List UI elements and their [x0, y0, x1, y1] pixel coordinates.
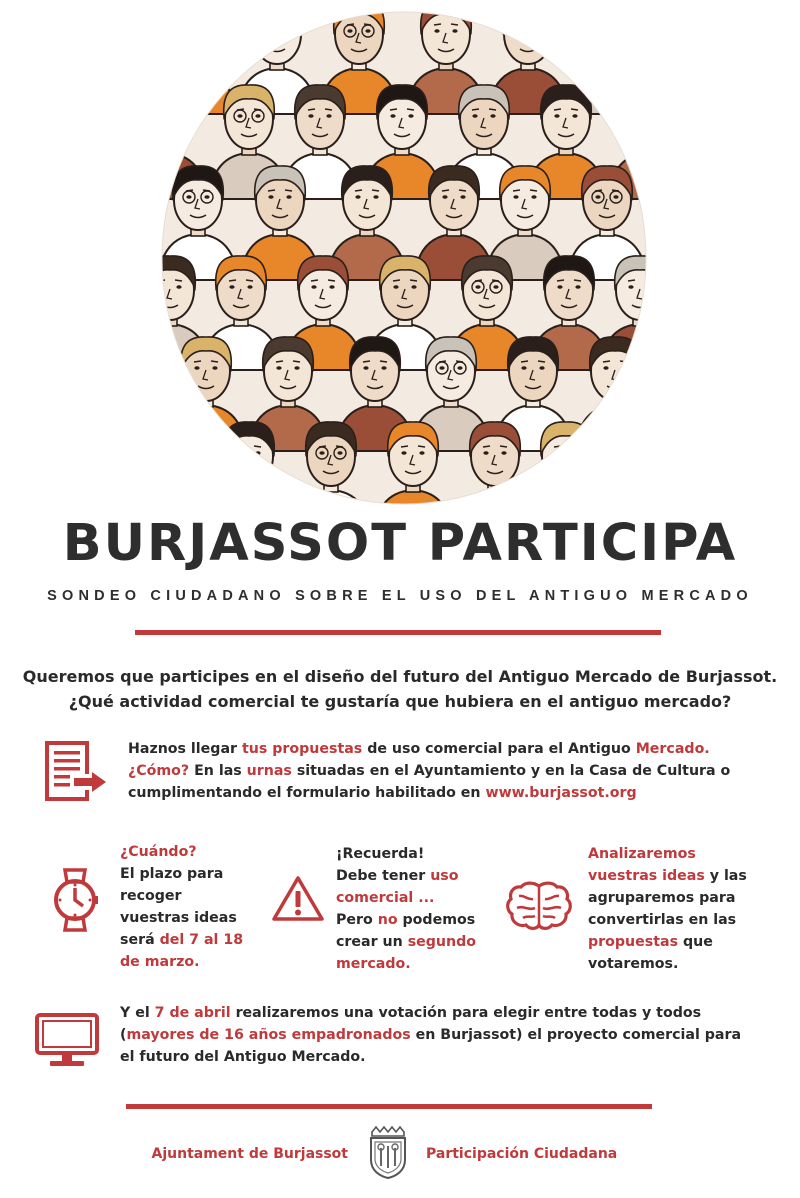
proposals-text — [128, 738, 748, 804]
intro-line-1: Queremos que participes en el diseño del futuro del Antiguo Mercado de Burjassot. — [22, 667, 778, 686]
vote-text: Y el 7 de abril realizaremos una votación para elegir entre todas y todos (mayores de 16 años empadronados en Burjassot) el proyecto comercial para el futuro del Antiguo Mercado. — [120, 1005, 742, 1065]
page-subtitle: SONDEO CIUDADANO SOBRE EL USO DEL ANTIGUO MERCADO — [47, 588, 753, 604]
crowd-face — [160, 8, 235, 114]
proposals-highlight: tus propuestas — [241, 741, 363, 757]
proposals-line-1: Haznos llegar tus propuestas de uso comercial para el Antiguo Mercado. — [128, 741, 710, 757]
analyze-text: Analizaremos vuestras ideas y las agruparemos para convertirlas en las propuestas que votaremos. — [588, 843, 778, 975]
crowd-face — [160, 422, 207, 508]
title-divider — [135, 630, 661, 635]
vote-date: 7 de abril — [154, 1005, 231, 1021]
warning-icon — [271, 874, 325, 922]
monitor-icon — [34, 1012, 100, 1070]
proposals-line-2: ¿Cómo? En las urnas situadas en el Ayuntamiento y en la Casa de Cultura o — [128, 763, 731, 779]
intro-text — [0, 664, 800, 714]
when-heading: ¿Cuándo? — [120, 844, 197, 860]
footer-municipality: Ajuntament de Burjassot — [151, 1146, 348, 1162]
remember-heading: ¡Recuerda! — [336, 846, 425, 862]
proposals-line-3: cumplimentando el formulario habilitado en www.burjassot.org — [128, 785, 637, 801]
watch-icon — [50, 866, 100, 934]
footer-divider — [126, 1104, 652, 1109]
coat-of-arms-icon — [366, 1124, 410, 1180]
footer-department: Participación Ciudadana — [426, 1146, 618, 1162]
page-title: BURJASSOT PARTICIPA — [62, 514, 738, 573]
document-arrow-icon — [44, 740, 110, 804]
intro-line-2: ¿Qué actividad comercial te gustaría que hubiera en el antiguo mercado? — [68, 692, 732, 711]
remember-text: ¡Recuerda! Debe tener uso comercial ... Pero no podemos crear un segundo mercado. — [336, 843, 496, 975]
brain-icon — [505, 880, 573, 932]
when-text: ¿Cuándo? El plazo para recoger vuestras ideas será del 7 al 18 de marzo. — [120, 841, 270, 973]
analyze-heading: Analizaremos — [588, 846, 696, 862]
crowd-face — [603, 422, 648, 508]
hero-crowd-illustration — [160, 8, 648, 508]
website-link[interactable]: www.burjassot.org — [485, 785, 637, 801]
